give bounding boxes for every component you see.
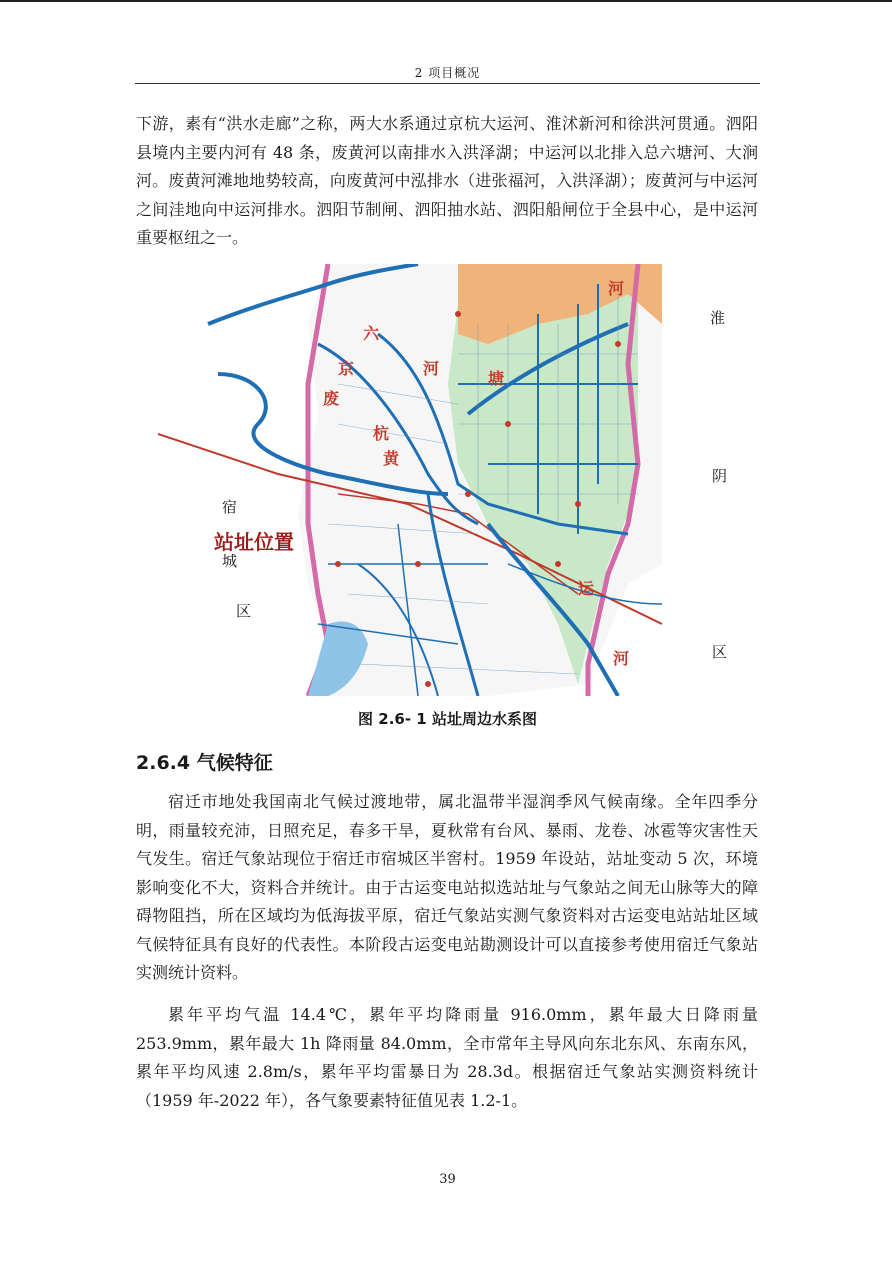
map-left-label: 城 xyxy=(222,552,238,570)
water-system-map xyxy=(158,264,662,696)
map-river-label: 六 xyxy=(363,324,380,343)
figure-caption: 图 2.6- 1 站址周边水系图 xyxy=(358,710,537,728)
map-river-label: 河 xyxy=(608,279,625,298)
map-river-label: 京 xyxy=(338,359,355,378)
top-border xyxy=(0,0,892,2)
paragraph-climate-stats: 累年平均气温 14.4℃，累年平均降雨量 916.0mm，累年最大日降雨量 253.9mm，累年最大 1h 降雨量 84.0mm，全市常年主导风向东北东风、东南东风，累年平均风速 2.8m/s，累年平均雷暴日为 28.3d。根据宿迁气象站实测资料统计（1959 年-2022 年），各气象要素特征值见表 1.2-1。 xyxy=(136,1005,758,1110)
map-river-label: 杭 xyxy=(373,424,390,443)
map-right-label: 区 xyxy=(712,643,728,661)
section-heading: 2.6.4 气候特征 xyxy=(136,752,273,774)
map-river-label: 废 xyxy=(323,389,340,408)
map-river-label: 河 xyxy=(613,649,630,668)
running-header: 2 项目概况 xyxy=(414,66,481,80)
map-left-label: 区 xyxy=(236,602,252,620)
paragraph-water-system: 下游，素有“洪水走廊”之称，两大水系通过京杭大运河、淮沭新河和徐洪河贯通。泗阳县境内主要内河有 48 条，废黄河以南排水入洪泽湖；中运河以北排入总六塘河、大涧河。废黄河滩地地势较高，向废黄河中泓排水（进张福河，入洪泽湖）；废黄河与中运河之间洼地向中运河排水。泗阳节制闸、泗阳抽水站、泗阳船闸位于全县中心，是中运河重要枢纽之一。 xyxy=(136,114,758,247)
map-river-label: 河 xyxy=(423,359,440,378)
map-right-label: 淮 xyxy=(710,309,726,327)
map-river-label: 运 xyxy=(578,579,595,598)
page-number: 39 xyxy=(439,1172,456,1187)
map-river-label: 塘 xyxy=(488,369,505,388)
map-river-label: 黄 xyxy=(383,449,400,468)
paragraph-climate: 宿迁市地处我国南北气候过渡地带，属北温带半湿润季风气候南缘。全年四季分明，雨量较充沛，日照充足，春多干旱，夏秋常有台风、暴雨、龙卷、冰雹等灾害性天气发生。宿迁气象站现位于宿迁市宿城区半窖村。1959 年设站，站址变动 5 次，环境影响变化不大，资料合并统计。由于古运变电站拟选站址与气象站之间无山脉等大的障碍物阻挡，所在区域均为低海拔平原，宿迁气象站实测气象资料对古运变电站站址区域气候特征具有良好的代表性。本阶段古运变电站勘测设计可以直接参考使用宿迁气象站实测统计资料。 xyxy=(136,792,758,982)
map-left-label: 宿 xyxy=(222,498,238,516)
site-location-label: 站址位置 xyxy=(214,530,294,554)
header-rule xyxy=(135,83,760,84)
map-right-label: 阴 xyxy=(712,467,728,485)
